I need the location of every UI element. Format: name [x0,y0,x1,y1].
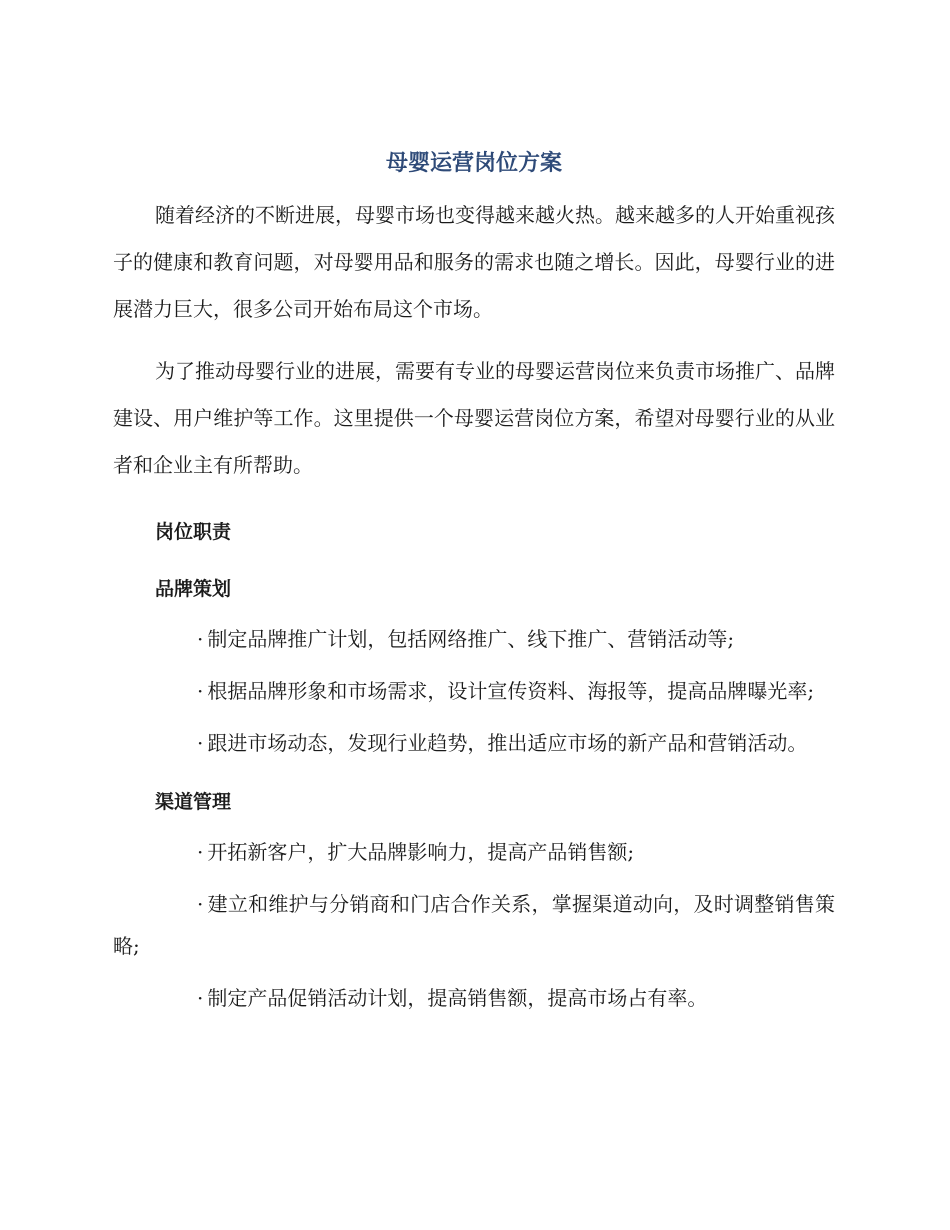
bullet-item [113,977,835,1019]
bullet-item [113,883,835,967]
subsection-heading-brand-planning: 品牌策划 [155,578,232,600]
bullet-item [113,722,835,764]
bullet-text: 跟进市场动态，发现行业趋势，推出适应市场的新产品和营销活动。 [207,731,808,755]
subsection-heading-channel-management: 渠道管理 [155,791,232,813]
bullet-text: 根据品牌形象和市场需求，设计宣传资料、海报等，提高品牌曝光率; [207,679,815,703]
bullet-marker: · [197,892,204,916]
bullet-text: 制定品牌推广计划，包括网络推广、线下推广、营销活动等; [207,627,735,651]
document-body [113,142,835,1029]
bullet-marker: · [197,986,204,1010]
bullet-text: 建立和维护与分销商和门店合作关系，掌握渠道动向，及时调整销售策略; [113,892,835,958]
bullet-item [113,670,835,712]
section-heading-duties: 岗位职责 [155,521,232,543]
document-title: 母婴运营岗位方案 [385,151,562,176]
bullet-marker: · [197,840,204,864]
bullet-text: 制定产品促销活动计划，提高销售额，提高市场占有率。 [207,986,708,1010]
bullet-item [113,831,835,873]
bullet-marker: · [197,731,204,755]
intro-paragraph-2: 为了推动母婴行业的进展，需要有专业的母婴运营岗位来负责市场推广、品牌建设、用户维护等工作。这里提供一个母婴运营岗位方案，希望对母婴行业的从业者和企业主有所帮助。 [113,359,835,477]
bullet-item [113,618,835,660]
bullet-marker: · [197,679,204,703]
bullet-text: 开拓新客户，扩大品牌影响力，提高产品销售额; [207,840,635,864]
bullet-marker: · [197,627,204,651]
intro-paragraph-1: 随着经济的不断进展，母婴市场也变得越来越火热。越来越多的人开始重视孩子的健康和教育问题，对母婴用品和服务的需求也随之增长。因此，母婴行业的进展潜力巨大，很多公司开始布局这个市场。 [113,203,835,321]
